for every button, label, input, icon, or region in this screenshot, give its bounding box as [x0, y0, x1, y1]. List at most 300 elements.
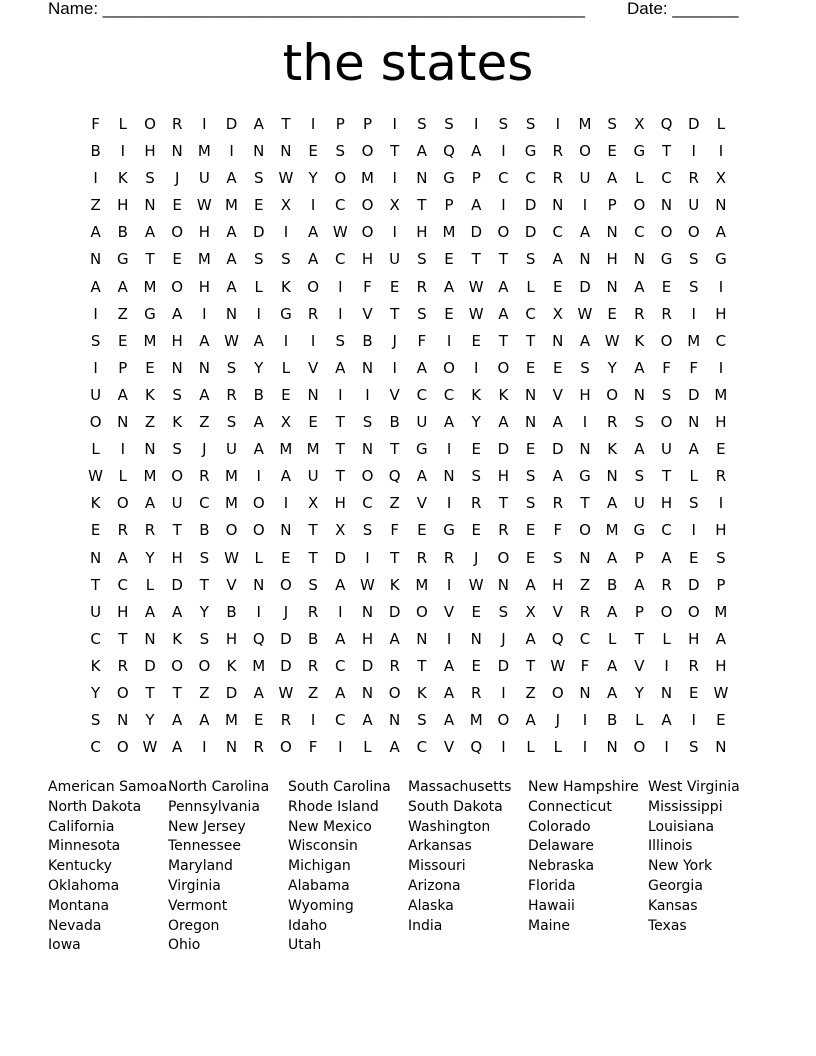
grid-letter: T — [145, 250, 155, 269]
grid-letter: L — [607, 629, 617, 648]
grid-letter: S — [525, 115, 536, 133]
grid-letter: G — [715, 250, 727, 269]
word-column — [648, 778, 768, 956]
grid-letter: R — [606, 413, 618, 432]
grid-row — [82, 599, 735, 626]
grid-letter: L — [526, 277, 535, 296]
grid-letter: W — [604, 331, 620, 350]
grid-letter: I — [718, 277, 724, 296]
grid-letter: Z — [389, 494, 400, 513]
grid-letter: C — [90, 629, 101, 648]
grid-letter: I — [501, 142, 506, 161]
grid-letter: C — [335, 656, 346, 675]
grid-letter: H — [552, 575, 564, 594]
grid-letter: E — [688, 548, 699, 567]
grid-letter: R — [634, 304, 645, 323]
grid-letter: R — [280, 711, 292, 730]
grid-letter: W — [196, 196, 212, 215]
word-item: Missouri — [408, 858, 466, 875]
grid-letter: T — [335, 440, 345, 459]
grid-letter: E — [308, 413, 318, 432]
grid-letter: I — [446, 494, 452, 513]
grid-letter: Z — [579, 575, 591, 594]
grid-letter: T — [661, 142, 672, 161]
word-item: Massachusetts — [408, 779, 512, 795]
grid-row — [82, 490, 735, 517]
grid-letter: L — [635, 711, 644, 730]
grid-letter: P — [716, 575, 726, 594]
grid-letter: A — [552, 250, 563, 269]
grid-letter: D — [497, 440, 510, 459]
grid-letter: R — [253, 738, 264, 757]
grid-letter: V — [307, 358, 319, 377]
grid-letter: A — [117, 277, 128, 296]
grid-letter: I — [718, 358, 724, 377]
grid-letter: A — [579, 331, 591, 350]
grid-letter: W — [224, 548, 239, 567]
grid-letter: I — [365, 385, 370, 404]
grid-letter: G — [633, 521, 646, 540]
grid-letter: R — [117, 656, 128, 675]
grid-letter: I — [93, 304, 98, 323]
grid-letter: J — [202, 440, 207, 459]
grid-letter: O — [116, 494, 129, 513]
word-item: Alabama — [288, 877, 350, 894]
grid-letter: S — [688, 494, 699, 513]
grid-letter: T — [118, 629, 128, 648]
grid-letter: O — [361, 467, 374, 486]
grid-letter: P — [335, 115, 345, 133]
grid-letter: K — [280, 277, 291, 296]
grid-letter: X — [525, 602, 536, 621]
word-item: California — [48, 818, 115, 835]
grid-letter: A — [199, 711, 210, 730]
grid-letter: N — [361, 358, 374, 377]
grid-row — [82, 653, 735, 680]
grid-letter: S — [661, 385, 672, 404]
grid-letter: T — [390, 548, 400, 567]
grid-letter: R — [307, 602, 319, 621]
grid-letter: C — [661, 169, 672, 188]
grid-letter: W — [88, 467, 104, 486]
grid-letter: A — [715, 223, 727, 242]
grid-letter: R — [688, 656, 699, 675]
grid-letter: I — [392, 169, 397, 188]
word-item: Iowa — [48, 937, 81, 954]
grid-letter: H — [225, 629, 238, 648]
grid-letter: I — [501, 738, 506, 757]
grid-letter: T — [417, 196, 427, 215]
grid-letter: E — [553, 358, 563, 377]
grid-letter: A — [226, 250, 237, 269]
grid-letter: O — [144, 115, 156, 133]
grid-letter: S — [525, 250, 536, 269]
word-item: Alaska — [408, 897, 454, 914]
word-item: Minnesota — [48, 838, 121, 855]
grid-letter: A — [280, 467, 292, 486]
grid-letter: M — [197, 250, 211, 269]
grid-letter: M — [225, 467, 238, 486]
grid-letter: P — [634, 548, 644, 567]
grid-letter: E — [471, 602, 481, 621]
grid-letter: D — [524, 196, 537, 215]
grid-row — [82, 192, 735, 219]
word-item: Texas — [648, 917, 687, 934]
grid-letter: I — [120, 440, 125, 459]
grid-letter: M — [578, 115, 592, 133]
grid-letter: P — [444, 196, 454, 215]
grid-letter: U — [90, 385, 102, 404]
grid-letter: S — [417, 250, 427, 269]
grid-letter: A — [253, 331, 264, 350]
grid-letter: I — [283, 223, 289, 242]
grid-letter: N — [253, 575, 265, 594]
grid-letter: S — [688, 277, 699, 296]
grid-letter: B — [117, 223, 128, 242]
grid-letter: H — [497, 467, 510, 486]
grid-letter: M — [714, 602, 728, 621]
grid-letter: O — [334, 169, 347, 188]
grid-letter: T — [417, 656, 427, 675]
grid-letter: N — [225, 738, 238, 757]
grid-letter: L — [91, 440, 100, 459]
grid-row — [82, 301, 735, 328]
grid-letter: S — [417, 711, 427, 730]
grid-letter: H — [171, 331, 183, 350]
word-item: Colorado — [528, 818, 591, 835]
grid-letter: A — [715, 629, 727, 648]
grid-letter: I — [283, 494, 289, 513]
grid-letter: A — [688, 440, 699, 459]
grid-letter: A — [226, 223, 237, 242]
grid-letter: R — [715, 467, 727, 486]
grid-letter: S — [226, 358, 237, 377]
grid-letter: I — [664, 656, 669, 675]
grid-row — [82, 626, 735, 653]
word-item: Connecticut — [528, 798, 612, 815]
grid-letter: E — [471, 331, 481, 350]
grid-letter: H — [715, 656, 727, 675]
grid-letter: U — [416, 413, 428, 432]
word-item: Montana — [48, 897, 110, 914]
grid-letter: W — [332, 223, 348, 242]
grid-row — [82, 517, 735, 544]
grid-letter: T — [335, 467, 345, 486]
word-item: Nebraska — [528, 858, 595, 875]
grid-letter: E — [444, 304, 454, 323]
grid-letter: T — [498, 250, 508, 269]
grid-letter: I — [691, 711, 696, 730]
grid-letter: O — [687, 223, 700, 242]
grid-letter: H — [198, 223, 210, 242]
grid-letter: E — [253, 711, 264, 730]
grid-letter: C — [443, 385, 455, 404]
grid-letter: L — [254, 277, 263, 296]
grid-letter: N — [361, 440, 374, 459]
grid-letter: X — [335, 521, 346, 540]
word-item: Virginia — [168, 877, 221, 894]
grid-letter: I — [338, 277, 343, 296]
grid-letter: T — [91, 575, 101, 594]
grid-letter: C — [199, 494, 210, 513]
grid-letter: T — [199, 575, 209, 594]
grid-letter: V — [416, 494, 427, 513]
grid-letter: I — [392, 358, 397, 377]
grid-letter: I — [446, 575, 452, 594]
grid-letter: L — [716, 115, 726, 133]
grid-letter: N — [579, 440, 591, 459]
grid-letter: S — [90, 331, 101, 350]
grid-letter: I — [582, 711, 588, 730]
grid-letter: N — [688, 413, 700, 432]
grid-letter: A — [498, 413, 509, 432]
grid-letter: S — [498, 602, 509, 621]
grid-letter: F — [363, 277, 372, 296]
grid-letter: Q — [443, 142, 455, 161]
grid-letter: N — [144, 440, 156, 459]
grid-letter: P — [118, 358, 128, 377]
grid-letter: B — [226, 602, 237, 621]
grid-letter: V — [226, 575, 237, 594]
grid-letter: O — [660, 602, 673, 621]
grid-letter: R — [661, 575, 672, 594]
grid-letter: O — [687, 602, 700, 621]
grid-letter: Q — [660, 115, 673, 133]
grid-letter: W — [224, 331, 239, 350]
grid-row — [82, 463, 735, 490]
grid-row — [82, 274, 735, 301]
grid-letter: O — [89, 413, 102, 432]
grid-letter: D — [334, 548, 347, 567]
grid-letter: S — [498, 115, 509, 133]
word-item: Wyoming — [288, 897, 354, 914]
grid-letter: A — [199, 385, 210, 404]
grid-letter: L — [281, 358, 291, 377]
grid-letter: C — [335, 196, 346, 215]
grid-letter: S — [444, 115, 454, 133]
word-item: Georgia — [648, 877, 703, 894]
word-item: Kentucky — [48, 858, 112, 875]
grid-letter: A — [443, 413, 455, 432]
word-item: Tennessee — [168, 838, 241, 855]
grid-letter: E — [716, 440, 726, 459]
grid-letter: E — [525, 358, 536, 377]
grid-letter: T — [281, 115, 291, 133]
grid-letter: G — [660, 250, 673, 269]
grid-letter: C — [525, 169, 536, 188]
grid-letter: I — [310, 115, 316, 133]
grid-letter: P — [471, 169, 481, 188]
grid-letter: I — [202, 304, 207, 323]
grid-letter: F — [417, 331, 427, 350]
grid-letter: G — [144, 304, 156, 323]
grid-letter: I — [664, 738, 669, 757]
grid-letter: N — [606, 277, 618, 296]
grid-letter: L — [118, 115, 127, 133]
grid-letter: Z — [307, 683, 319, 702]
grid-letter: M — [469, 711, 483, 730]
grid-letter: I — [446, 440, 452, 459]
grid-letter: D — [470, 223, 482, 242]
grid-letter: Z — [525, 683, 536, 702]
grid-letter: H — [361, 250, 374, 269]
grid-letter: R — [471, 494, 482, 513]
grid-letter: S — [172, 440, 182, 459]
grid-letter: K — [607, 440, 618, 459]
grid-letter: W — [550, 656, 566, 675]
grid-letter: Y — [145, 548, 155, 567]
grid-letter: N — [470, 629, 482, 648]
grid-letter: W — [468, 575, 484, 594]
grid-letter: B — [607, 575, 618, 594]
word-item: Washington — [408, 818, 491, 835]
grid-letter: T — [145, 683, 155, 702]
word-item: Utah — [288, 937, 322, 954]
grid-letter: C — [362, 494, 373, 513]
grid-row — [82, 572, 735, 599]
grid-letter: O — [443, 358, 455, 377]
grid-letter: K — [145, 385, 155, 404]
grid-letter: E — [90, 521, 101, 540]
grid-letter: G — [280, 304, 292, 323]
grid-letter: K — [634, 331, 645, 350]
word-item: Maryland — [168, 858, 233, 875]
grid-letter: C — [715, 331, 727, 350]
grid-letter: I — [283, 331, 289, 350]
grid-letter: R — [307, 304, 319, 323]
grid-letter: U — [90, 602, 102, 621]
grid-letter: A — [443, 277, 455, 296]
word-item: New York — [648, 858, 713, 875]
grid-letter: I — [392, 223, 397, 242]
grid-letter: R — [552, 494, 563, 513]
grid-row — [82, 382, 735, 409]
grid-letter: S — [580, 358, 590, 377]
grid-letter: B — [199, 521, 210, 540]
grid-letter: R — [144, 521, 156, 540]
grid-letter: T — [471, 250, 481, 269]
word-item: New Hampshire — [528, 779, 639, 795]
word-column — [528, 778, 648, 956]
grid-letter: I — [338, 602, 343, 621]
grid-letter: H — [144, 142, 156, 161]
grid-letter: S — [471, 467, 481, 486]
grid-letter: R — [552, 169, 563, 188]
word-item: Illinois — [648, 838, 693, 855]
grid-letter: E — [118, 331, 128, 350]
grid-letter: D — [552, 440, 564, 459]
grid-letter: O — [633, 738, 646, 757]
grid-letter: N — [715, 196, 727, 215]
grid-letter: D — [144, 656, 156, 675]
grid-letter: H — [715, 304, 727, 323]
grid-letter: A — [172, 738, 183, 757]
grid-letter: N — [361, 602, 374, 621]
grid-letter: A — [634, 575, 645, 594]
grid-letter: O — [579, 521, 591, 540]
grid-letter: G — [443, 169, 455, 188]
grid-letter: O — [660, 331, 673, 350]
grid-letter: L — [553, 738, 562, 757]
grid-letter: I — [446, 331, 452, 350]
grid-letter: M — [197, 142, 211, 161]
grid-letter: N — [416, 169, 428, 188]
grid-letter: E — [253, 196, 264, 215]
grid-letter: C — [634, 223, 645, 242]
grid-letter: R — [443, 548, 455, 567]
grid-letter: P — [607, 196, 617, 215]
grid-letter: N — [497, 575, 510, 594]
grid-letter: J — [501, 629, 506, 648]
grid-letter: E — [525, 548, 536, 567]
grid-letter: W — [577, 304, 593, 323]
grid-letter: V — [552, 385, 563, 404]
grid-row — [82, 707, 735, 734]
grid-letter: G — [443, 521, 455, 540]
grid-letter: S — [253, 169, 264, 188]
grid-letter: A — [172, 602, 183, 621]
grid-letter: I — [310, 331, 316, 350]
grid-letter: A — [471, 142, 482, 161]
grid-letter: T — [661, 467, 672, 486]
word-item: Idaho — [288, 917, 328, 934]
grid-letter: F — [580, 656, 590, 675]
grid-letter: I — [93, 358, 98, 377]
word-item: Vermont — [168, 897, 228, 914]
grid-letter: F — [689, 358, 699, 377]
grid-letter: B — [362, 331, 373, 350]
grid-letter: Q — [252, 629, 265, 648]
grid-letter: T — [526, 331, 536, 350]
word-item: Oregon — [168, 917, 220, 934]
grid-letter: O — [579, 142, 591, 161]
grid-letter: H — [171, 548, 183, 567]
grid-letter: O — [361, 142, 374, 161]
grid-letter: N — [171, 142, 183, 161]
grid-letter: N — [579, 683, 591, 702]
grid-letter: E — [471, 656, 481, 675]
grid-letter: S — [362, 521, 373, 540]
grid-letter: A — [498, 277, 509, 296]
grid-letter: A — [335, 683, 346, 702]
grid-letter: D — [225, 683, 238, 702]
grid-letter: N — [117, 413, 129, 432]
grid-letter: T — [498, 331, 508, 350]
grid-letter: V — [389, 385, 400, 404]
grid-letter: O — [551, 683, 564, 702]
grid-letter: O — [606, 385, 619, 404]
grid-letter: A — [416, 467, 427, 486]
grid-letter: N — [117, 711, 129, 730]
grid-letter: A — [525, 629, 536, 648]
grid-letter: A — [443, 711, 455, 730]
grid-letter: E — [172, 250, 182, 269]
grid-letter: N — [361, 683, 374, 702]
grid-letter: R — [171, 115, 183, 133]
word-column — [408, 778, 528, 956]
grid-letter: R — [552, 142, 563, 161]
grid-letter: O — [660, 223, 673, 242]
grid-letter: N — [606, 738, 618, 757]
grid-letter: M — [360, 169, 374, 188]
grid-letter: F — [553, 521, 563, 540]
grid-letter: I — [120, 142, 125, 161]
grid-letter: A — [144, 494, 156, 513]
grid-letter: S — [145, 169, 155, 188]
grid-letter: E — [688, 683, 699, 702]
grid-letter: I — [93, 169, 98, 188]
grid-letter: S — [335, 142, 346, 161]
